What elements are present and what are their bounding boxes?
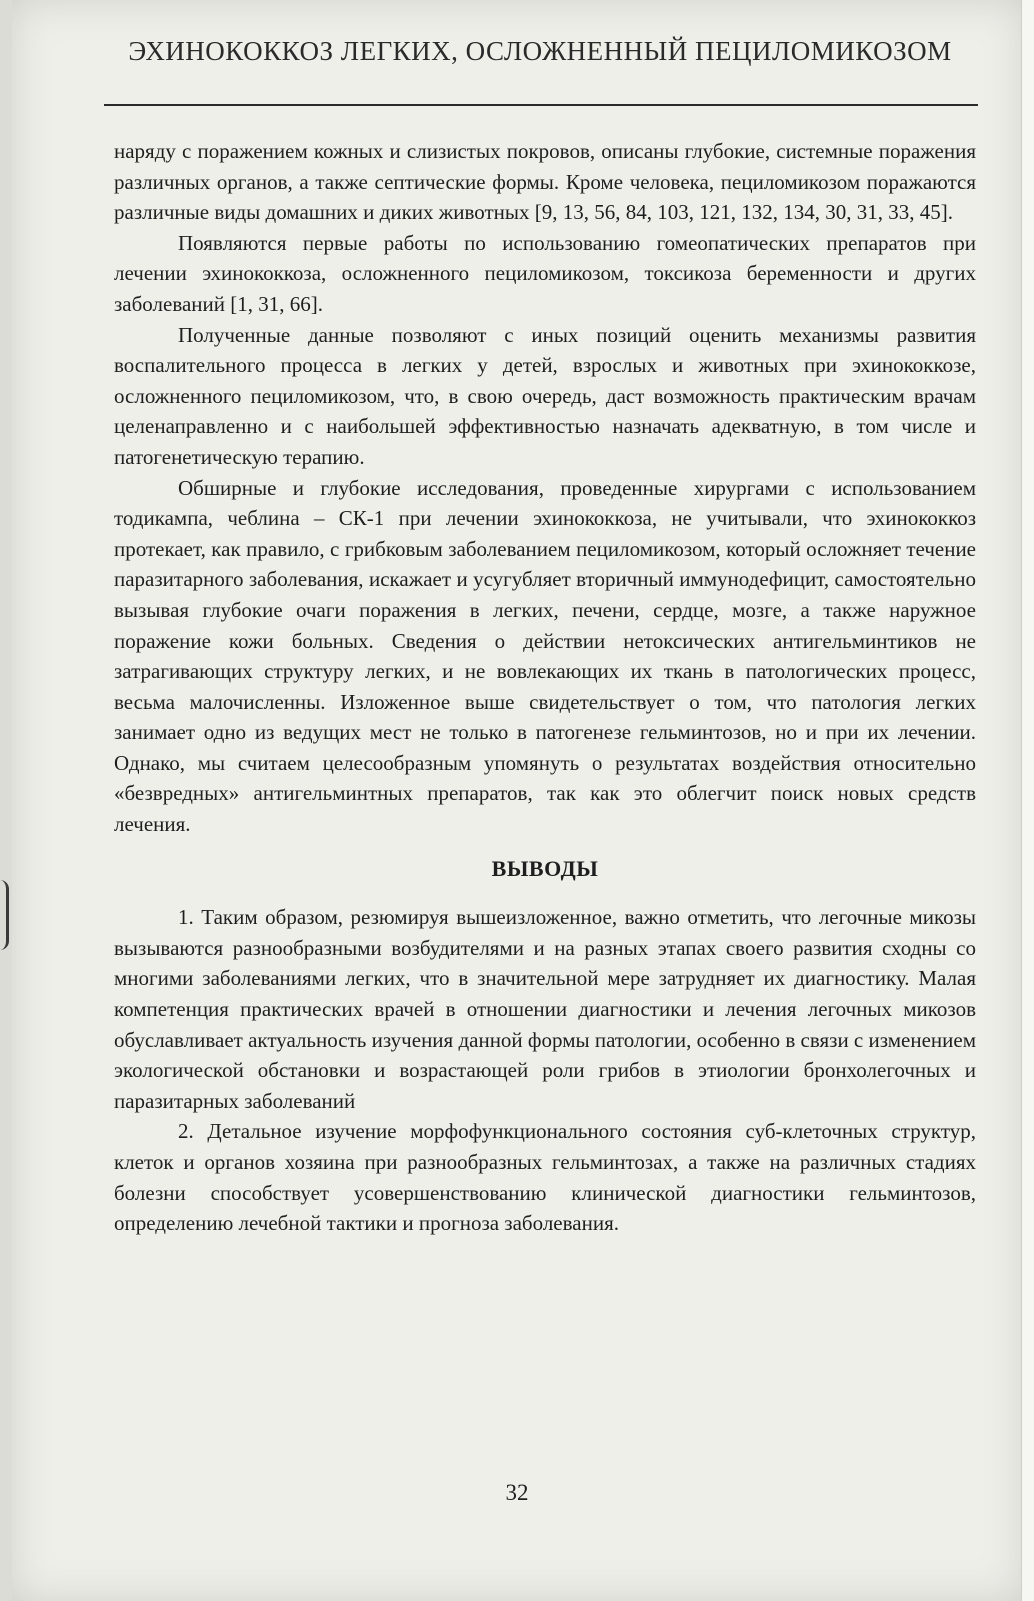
page-edge	[1021, 0, 1034, 1601]
paragraph: Полученные данные позволяют с иных позиций оценить механизмы развития воспалительного процесса в легких у детей, взрослых и животных при эхинококкозе, осложненного пециломикозом, что, в свою очередь, даст возможность практическим врачам целенаправленно и с наибольшей эффективностью назначать адекватную, в том числе и патогенетическую терапию.	[114, 322, 976, 469]
section-heading: ВЫВОДЫ	[491, 855, 599, 881]
conclusion-item: 2. Детальное изучение морфофункционального состояния суб-клеточных структур, клеток и органов хозяина при разнообразных гельминтозах, а также на различных стадиях болезни способствует усовершенствованию клинической диагностики гельминтозов, определению лечебной тактики и прогноза заболевания.	[114, 1119, 976, 1236]
main-text	[114, 136, 976, 1239]
paragraph: Обширные и глубокие исследования, проведенные хирургами с использованием тодикампа, чеблина – СК-1 при лечении эхинококкоза, не учитывали, что эхинококкоз протекает, как правило, с грибковым заболеванием пециломикозом, который осложняет течение паразитарного заболевания, искажает и усугубляет вторичный иммунодефицит, самостоятельно вызывая глубокие очаги поражения в легких, печени, сердце, мозге, а также наружное поражение кожи больных. Сведения о действии нетоксических антигельминтиков не затрагивающих структуру легких, и не вовлекающих их ткань в патологических процесс, весьма малочисленны. Изложенное выше свидетельствует о том, что патология легких занимает одно из ведущих мест не только в патогенезе гельминтозов, но и при их лечении. Однако, мы считаем целесообразным упомянуть о результатах воздействия относительно «безвредных» антигельминтных препаратов, так как это облегчит поиск новых средств лечения.	[114, 475, 976, 837]
header-rule	[104, 104, 978, 106]
paragraph: наряду с поражением кожных и слизистых покровов, описаны глубокие, системные поражения различных органов, а также септические формы. Кроме человека, пециломикозом поражаются различные виды домашних и диких животных [9, 13, 56, 84, 103, 121, 132, 134, 30, 31, 33, 45].	[114, 139, 976, 225]
running-title: ЭХИНОКОККОЗ ЛЕГКИХ, ОСЛОЖНЕННЫЙ ПЕЦИЛОМИКОЗОМ	[128, 36, 952, 66]
conclusion-item: 1. Таким образом, резюмируя вышеизложенное, важно отметить, что легочные микозы вызываются разнообразными возбудителями и на разных этапах своего развития сходны со многими заболеваниями легких, что в значительной мере затрудняет их диагностику. Малая компетенция практических врачей в отношении диагностики и лечения легочных микозов обуславливает актуальность изучения данной формы патологии, особенно в связи с изменением экологической обстановки и возрастающей роли грибов в этиологии бронхолегочных и паразитарных заболеваний	[114, 905, 976, 1113]
binding-mark	[0, 880, 9, 950]
paragraph: Появляются первые работы по использованию гомеопатических препаратов при лечении эхинококкоза, осложненного пециломикозом, токсикоза беременности и других заболеваний [1, 31, 66].	[114, 230, 976, 316]
page-number: 32	[505, 1480, 529, 1505]
